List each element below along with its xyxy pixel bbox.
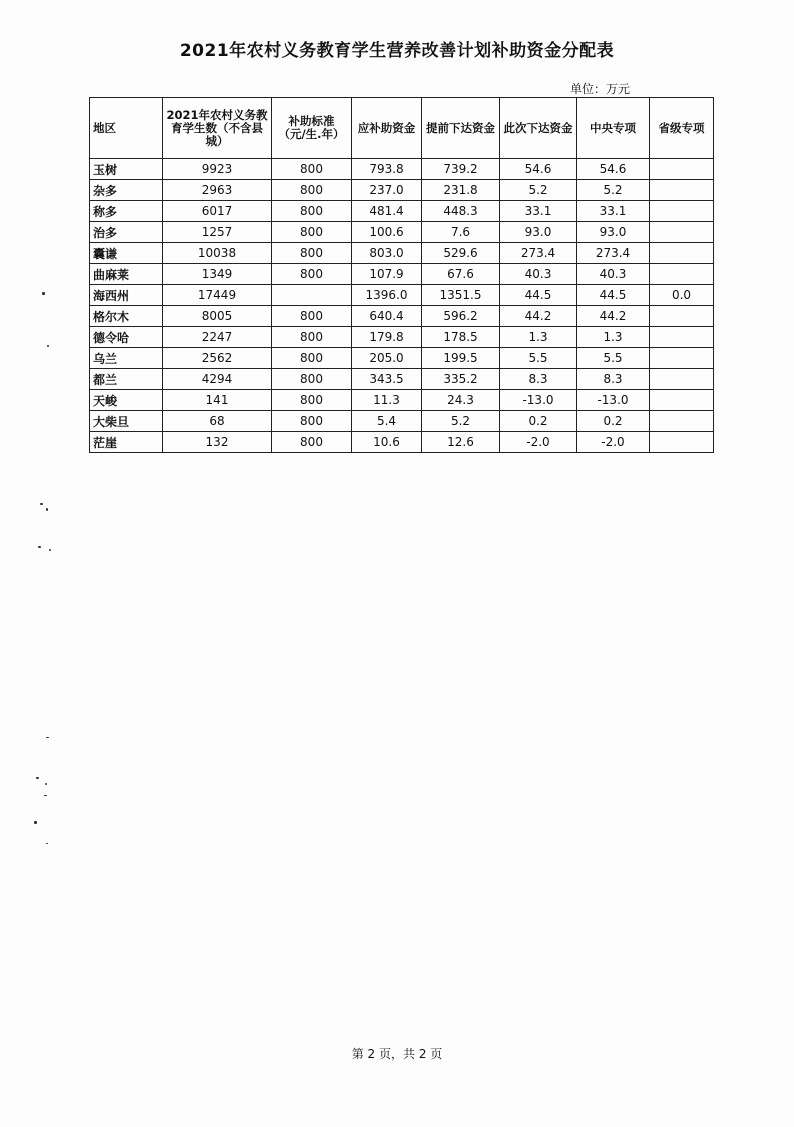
cell-provincial-special — [650, 327, 714, 348]
header-central-special: 中央专项 — [577, 98, 650, 159]
table-header-row — [90, 98, 714, 159]
cell-current-funds: 44.2 — [500, 306, 577, 327]
cell-subsidy-standard: 800 — [272, 432, 352, 453]
table-row — [90, 285, 714, 306]
cell-advance-funds: 12.6 — [422, 432, 500, 453]
scan-speck — [34, 821, 37, 824]
cell-region: 天峻 — [90, 390, 163, 411]
scan-speck — [44, 795, 47, 796]
cell-current-funds: 0.2 — [500, 411, 577, 432]
cell-provincial-special — [650, 222, 714, 243]
cell-advance-funds: 24.3 — [422, 390, 500, 411]
cell-student-count: 1257 — [163, 222, 272, 243]
cell-student-count: 4294 — [163, 369, 272, 390]
cell-due-subsidy: 803.0 — [352, 243, 422, 264]
table-row — [90, 264, 714, 285]
cell-advance-funds: 448.3 — [422, 201, 500, 222]
scan-speck — [38, 546, 41, 548]
cell-current-funds: 44.5 — [500, 285, 577, 306]
table-body — [90, 159, 714, 453]
table-row — [90, 243, 714, 264]
document-title: 2021年农村义务教育学生营养改善计划补助资金分配表 — [179, 41, 615, 61]
cell-due-subsidy: 5.4 — [352, 411, 422, 432]
cell-current-funds: 273.4 — [500, 243, 577, 264]
cell-due-subsidy: 100.6 — [352, 222, 422, 243]
cell-current-funds: 8.3 — [500, 369, 577, 390]
cell-advance-funds: 529.6 — [422, 243, 500, 264]
cell-subsidy-standard: 800 — [272, 159, 352, 180]
cell-central-special: 1.3 — [577, 327, 650, 348]
cell-subsidy-standard: 800 — [272, 390, 352, 411]
cell-subsidy-standard: 800 — [272, 201, 352, 222]
cell-central-special: 44.2 — [577, 306, 650, 327]
cell-central-special: 8.3 — [577, 369, 650, 390]
cell-student-count: 10038 — [163, 243, 272, 264]
cell-region: 称多 — [90, 201, 163, 222]
cell-advance-funds: 67.6 — [422, 264, 500, 285]
cell-subsidy-standard: 800 — [272, 306, 352, 327]
cell-current-funds: -2.0 — [500, 432, 577, 453]
table-row — [90, 306, 714, 327]
cell-student-count: 2247 — [163, 327, 272, 348]
cell-provincial-special: 0.0 — [650, 285, 714, 306]
header-advance-funds: 提前下达资金 — [422, 98, 500, 159]
cell-current-funds: 93.0 — [500, 222, 577, 243]
cell-subsidy-standard: 800 — [272, 348, 352, 369]
cell-due-subsidy: 11.3 — [352, 390, 422, 411]
cell-region: 海西州 — [90, 285, 163, 306]
cell-provincial-special — [650, 159, 714, 180]
cell-region: 大柴旦 — [90, 411, 163, 432]
cell-current-funds: -13.0 — [500, 390, 577, 411]
cell-student-count: 2963 — [163, 180, 272, 201]
cell-provincial-special — [650, 432, 714, 453]
table-row — [90, 180, 714, 201]
cell-current-funds: 1.3 — [500, 327, 577, 348]
table-row — [90, 432, 714, 453]
cell-due-subsidy: 179.8 — [352, 327, 422, 348]
cell-student-count: 17449 — [163, 285, 272, 306]
cell-advance-funds: 178.5 — [422, 327, 500, 348]
cell-subsidy-standard: 800 — [272, 327, 352, 348]
unit-label: 单位：万元 — [570, 82, 631, 96]
table-row — [90, 222, 714, 243]
header-region: 地区 — [90, 98, 163, 159]
cell-provincial-special — [650, 201, 714, 222]
cell-due-subsidy: 481.4 — [352, 201, 422, 222]
cell-region: 囊谦 — [90, 243, 163, 264]
header-student-count: 2021年农村义务教育学生数（不含县城） — [163, 98, 272, 159]
cell-region: 茫崖 — [90, 432, 163, 453]
cell-student-count: 9923 — [163, 159, 272, 180]
table-row — [90, 390, 714, 411]
cell-subsidy-standard — [272, 285, 352, 306]
scan-speck — [45, 783, 47, 785]
cell-central-special: -2.0 — [577, 432, 650, 453]
cell-subsidy-standard: 800 — [272, 369, 352, 390]
cell-subsidy-standard: 800 — [272, 180, 352, 201]
header-current-funds: 此次下达资金 — [500, 98, 577, 159]
header-due-subsidy: 应补助资金 — [352, 98, 422, 159]
table-row — [90, 327, 714, 348]
cell-due-subsidy: 793.8 — [352, 159, 422, 180]
cell-region: 曲麻莱 — [90, 264, 163, 285]
cell-advance-funds: 231.8 — [422, 180, 500, 201]
cell-region: 乌兰 — [90, 348, 163, 369]
cell-due-subsidy: 343.5 — [352, 369, 422, 390]
cell-current-funds: 5.5 — [500, 348, 577, 369]
cell-provincial-special — [650, 411, 714, 432]
cell-student-count: 8005 — [163, 306, 272, 327]
scan-speck — [46, 843, 48, 844]
page-footer: 第 2 页，共 2 页 — [351, 1047, 443, 1061]
cell-subsidy-standard: 800 — [272, 411, 352, 432]
scan-speck — [46, 737, 49, 738]
cell-provincial-special — [650, 390, 714, 411]
cell-due-subsidy: 10.6 — [352, 432, 422, 453]
table-row — [90, 201, 714, 222]
cell-region: 格尔木 — [90, 306, 163, 327]
cell-advance-funds: 7.6 — [422, 222, 500, 243]
cell-provincial-special — [650, 264, 714, 285]
cell-subsidy-standard: 800 — [272, 222, 352, 243]
cell-student-count: 6017 — [163, 201, 272, 222]
cell-region: 杂多 — [90, 180, 163, 201]
scan-speck — [36, 777, 39, 779]
cell-central-special: 0.2 — [577, 411, 650, 432]
scan-speck — [49, 549, 51, 551]
cell-central-special: 5.5 — [577, 348, 650, 369]
cell-due-subsidy: 237.0 — [352, 180, 422, 201]
table-row — [90, 159, 714, 180]
cell-provincial-special — [650, 348, 714, 369]
table-row — [90, 369, 714, 390]
cell-due-subsidy: 205.0 — [352, 348, 422, 369]
scan-speck — [47, 345, 49, 347]
cell-student-count: 141 — [163, 390, 272, 411]
cell-student-count: 1349 — [163, 264, 272, 285]
cell-student-count: 68 — [163, 411, 272, 432]
cell-advance-funds: 5.2 — [422, 411, 500, 432]
scan-speck — [42, 292, 45, 295]
cell-region: 都兰 — [90, 369, 163, 390]
cell-advance-funds: 1351.5 — [422, 285, 500, 306]
cell-due-subsidy: 640.4 — [352, 306, 422, 327]
cell-provincial-special — [650, 369, 714, 390]
cell-region: 治多 — [90, 222, 163, 243]
cell-central-special: 54.6 — [577, 159, 650, 180]
cell-provincial-special — [650, 180, 714, 201]
cell-central-special: 93.0 — [577, 222, 650, 243]
cell-central-special: 33.1 — [577, 201, 650, 222]
cell-advance-funds: 596.2 — [422, 306, 500, 327]
cell-current-funds: 40.3 — [500, 264, 577, 285]
cell-advance-funds: 335.2 — [422, 369, 500, 390]
cell-central-special: 44.5 — [577, 285, 650, 306]
cell-advance-funds: 739.2 — [422, 159, 500, 180]
cell-current-funds: 33.1 — [500, 201, 577, 222]
table-row — [90, 348, 714, 369]
cell-central-special: 40.3 — [577, 264, 650, 285]
header-subsidy-standard: 补助标准（元/生.年） — [272, 98, 352, 159]
cell-provincial-special — [650, 243, 714, 264]
cell-current-funds: 54.6 — [500, 159, 577, 180]
cell-region: 玉树 — [90, 159, 163, 180]
cell-current-funds: 5.2 — [500, 180, 577, 201]
cell-provincial-special — [650, 306, 714, 327]
cell-student-count: 132 — [163, 432, 272, 453]
cell-subsidy-standard: 800 — [272, 243, 352, 264]
cell-student-count: 2562 — [163, 348, 272, 369]
cell-central-special: -13.0 — [577, 390, 650, 411]
scan-speck — [40, 503, 43, 505]
cell-region: 德令哈 — [90, 327, 163, 348]
cell-due-subsidy: 1396.0 — [352, 285, 422, 306]
cell-advance-funds: 199.5 — [422, 348, 500, 369]
header-provincial-special: 省级专项 — [650, 98, 714, 159]
scan-speck — [46, 508, 48, 511]
table-row — [90, 411, 714, 432]
cell-central-special: 273.4 — [577, 243, 650, 264]
cell-due-subsidy: 107.9 — [352, 264, 422, 285]
allocation-table — [89, 97, 714, 453]
cell-subsidy-standard: 800 — [272, 264, 352, 285]
cell-central-special: 5.2 — [577, 180, 650, 201]
